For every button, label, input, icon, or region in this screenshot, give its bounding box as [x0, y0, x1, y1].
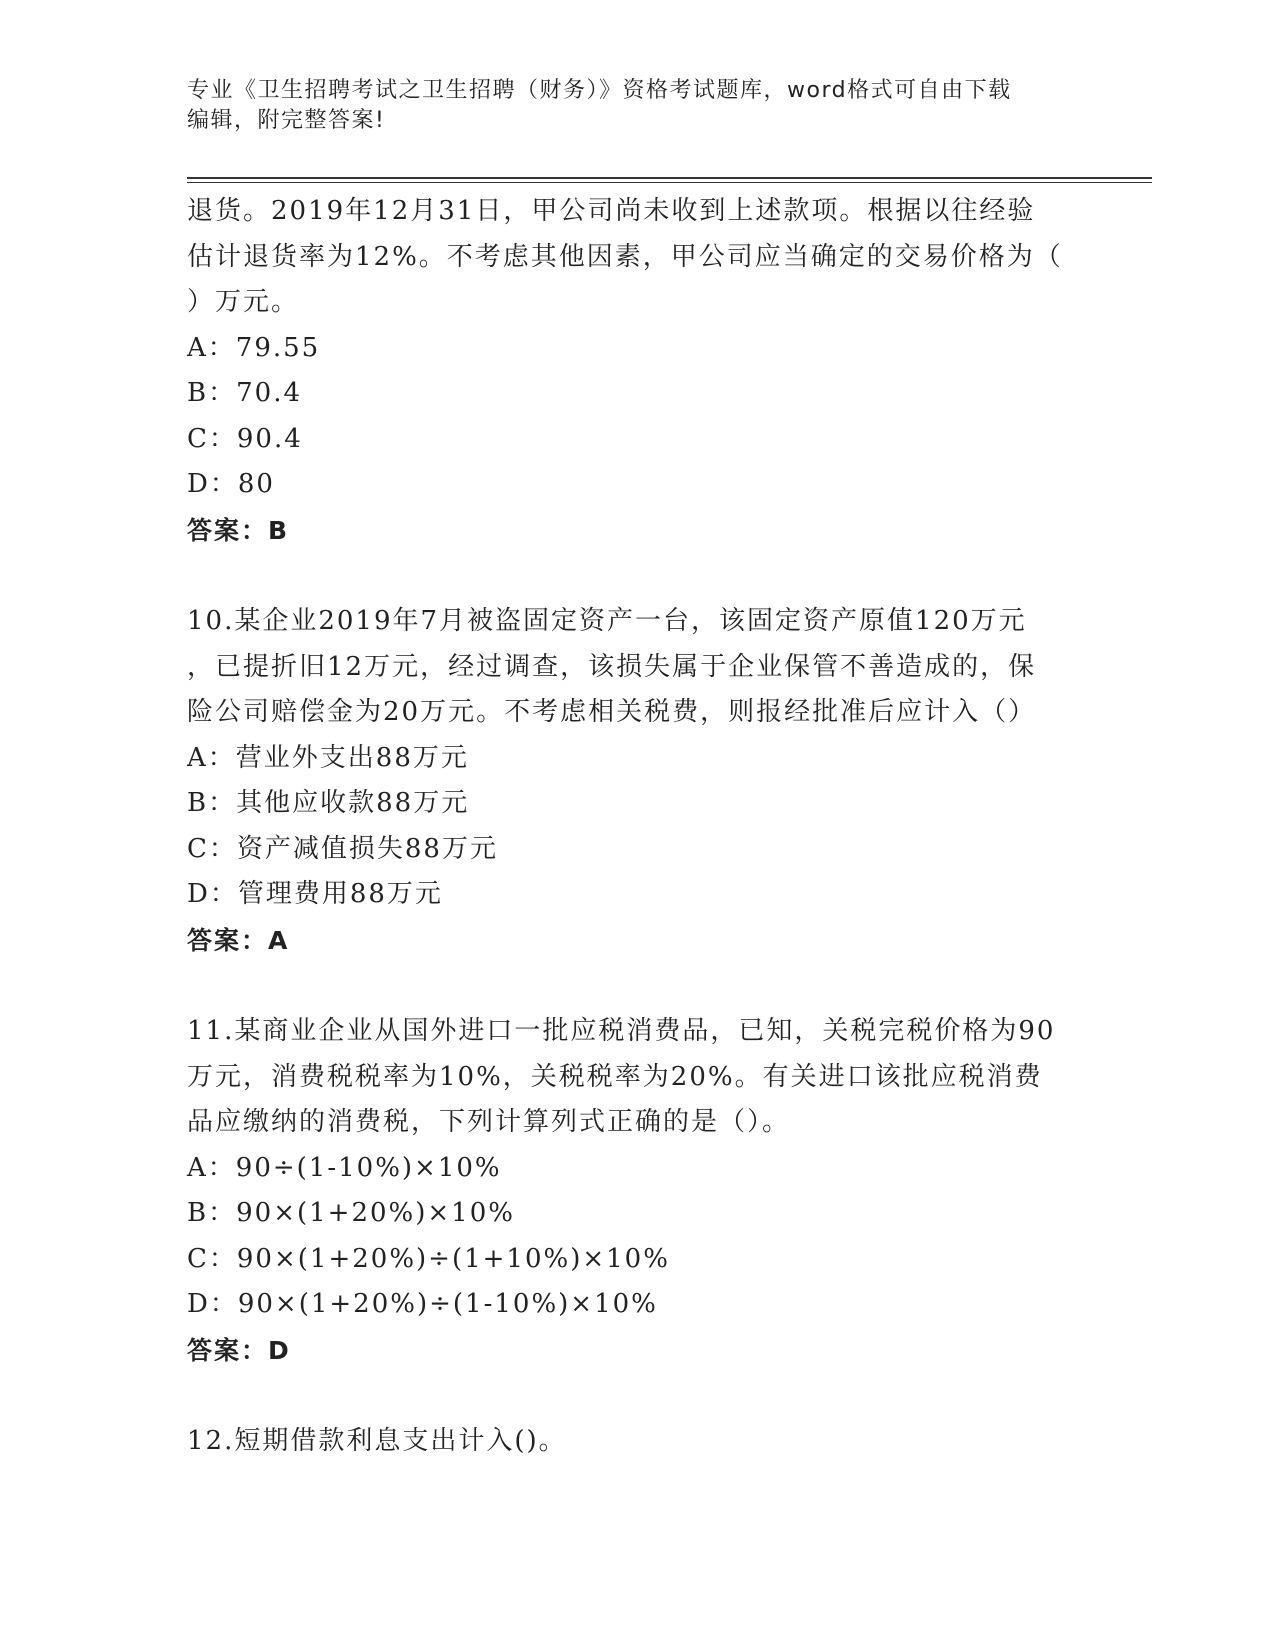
question-10	[187, 599, 1087, 963]
option-c: C：资产减值损失88万元	[187, 833, 498, 864]
question-content	[187, 189, 1087, 1465]
question-12	[187, 1419, 1087, 1465]
option-c: C：90×(1+20%)÷(1+10%)×10%	[187, 1243, 670, 1274]
question-stem-line: 12.短期借款利息支出计入()。	[187, 1426, 567, 1456]
option-d: D：90×(1+20%)÷(1-10%)×10%	[187, 1289, 658, 1319]
header-line-2: 编辑，附完整答案!	[187, 108, 386, 133]
header-divider-thick	[187, 177, 1152, 179]
option-b: B：90×(1+20%)×10%	[187, 1198, 515, 1228]
option-a: A：营业外支出88万元	[187, 742, 469, 773]
answer-line: 答案：B	[187, 515, 290, 545]
option-c: C：90.4	[187, 423, 303, 454]
option-a: A：90÷(1-10%)×10%	[187, 1152, 502, 1183]
question-stem-line: ，已提折旧12万元，经过调查，该损失属于企业保管不善造成的，保	[187, 651, 1037, 682]
header-line-1: 专业《卫生招聘考试之卫生招聘（财务）》资格考试题库，word格式可自由下载	[187, 78, 1012, 103]
question-stem-line: 11.某商业企业从国外进口一批应税消费品，已知，关税完税价格为90	[187, 1016, 1056, 1046]
question-stem-line: 品应缴纳的消费税，下列计算列式正确的是（）。	[187, 1107, 791, 1137]
option-a: A：79.55	[187, 332, 321, 363]
answer-line: 答案：A	[187, 925, 290, 955]
question-stem-line: ）万元。	[187, 287, 300, 317]
question-stem-line: 万元，消费税税率为10%，关税税率为20%。有关进口该批应税消费	[187, 1061, 1043, 1092]
answer-line: 答案：D	[187, 1335, 291, 1365]
question-stem-line: 估计退货率为12%。不考虑其他因素，甲公司应当确定的交易价格为（	[187, 241, 1063, 272]
option-b: B：其他应收款88万元	[187, 788, 470, 818]
option-d: D：管理费用88万元	[187, 879, 443, 909]
question-stem-line: 险公司赔偿金为20万元。不考虑相关税费，则报经批准后应计入（）	[187, 697, 1037, 727]
document-header	[187, 76, 1087, 136]
option-d: D：80	[187, 469, 275, 499]
question-stem-line: 退货。2019年12月31日，甲公司尚未收到上述款项。根据以往经验	[187, 196, 1036, 226]
option-b: B：70.4	[187, 378, 302, 408]
question-stem-line: 10.某企业2019年7月被盗固定资产一台，该固定资产原值120万元	[187, 606, 1027, 636]
header-divider-thin	[187, 182, 1152, 183]
question-9	[187, 189, 1087, 553]
question-11	[187, 1009, 1087, 1373]
